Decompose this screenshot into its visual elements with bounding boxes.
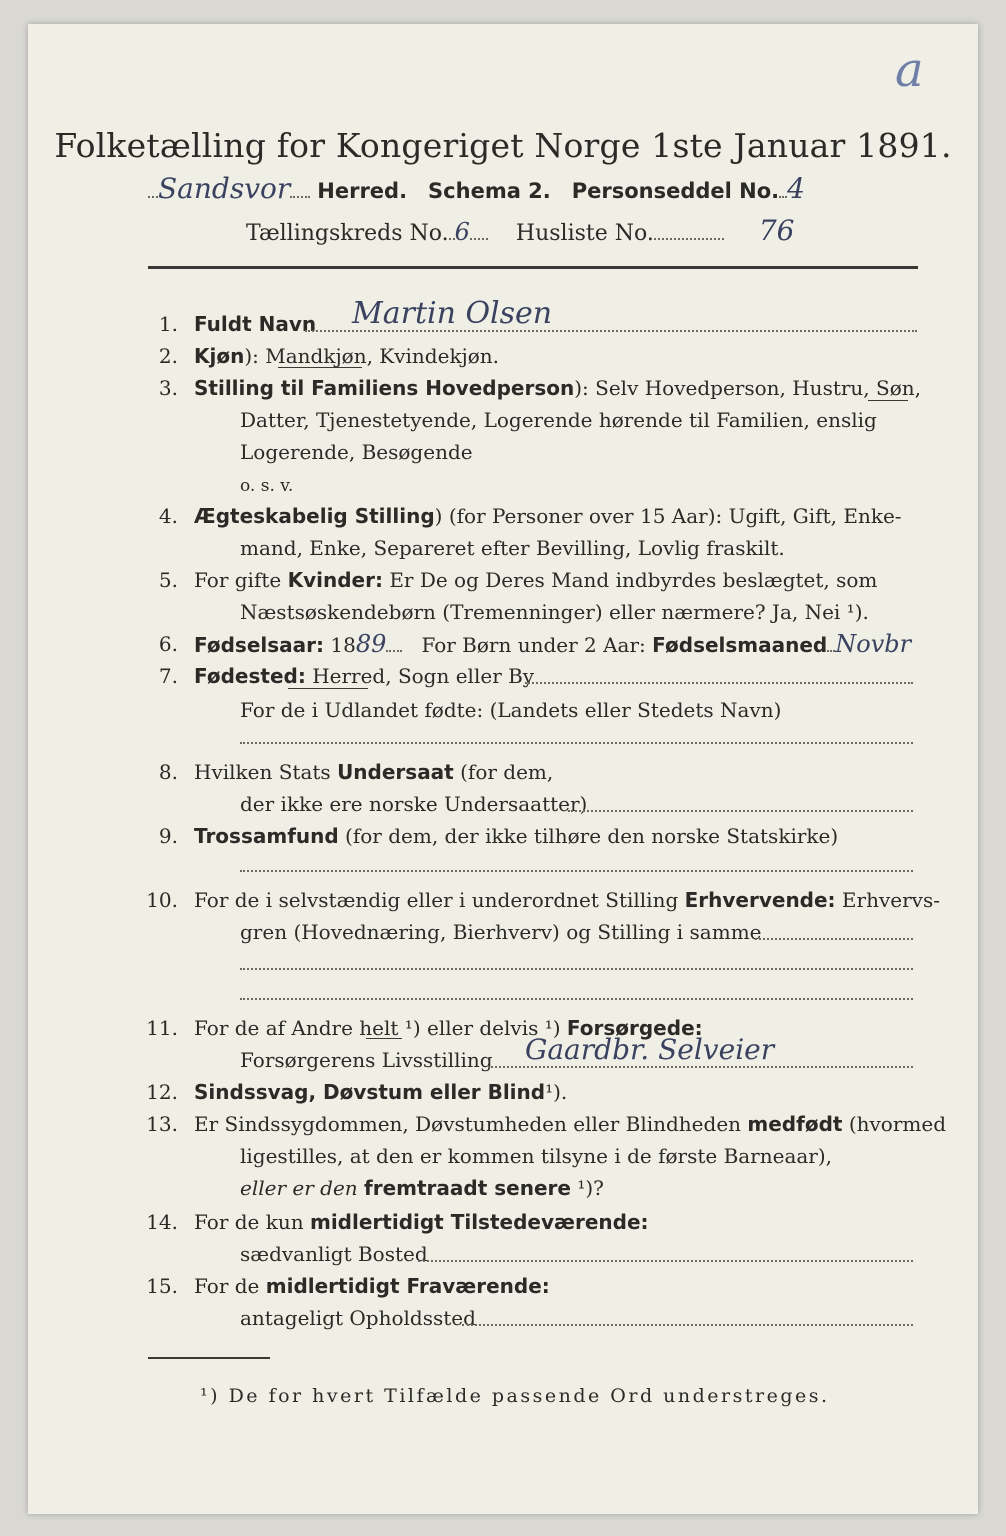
item-9-line — [240, 870, 913, 872]
item-7-label: Fødested: — [194, 664, 306, 688]
item-11-label: Forsørgede: — [566, 1016, 703, 1040]
item-11-pre: For de af Andre helt ¹) eller delvis ¹) — [194, 1016, 561, 1040]
item-3-line2: Datter, Tjenestetyende, Logerende hørende til Familien, enslig — [240, 408, 877, 432]
provider-occupation-value: Gaardbr. Selveier — [525, 1033, 775, 1066]
item-13-line3-rest: ¹)? — [577, 1176, 604, 1200]
item-1-number: 1. — [158, 312, 178, 336]
helt-underline — [366, 1038, 402, 1039]
item-5-number: 5. — [158, 568, 178, 592]
item-8-number: 8. — [158, 760, 178, 784]
item-13-pre: Er Sindssygdommen, Døvstumheden eller Blindheden — [194, 1112, 742, 1136]
herred-value: Sandsvor — [158, 172, 291, 205]
item-6-label: Fødselsaar: — [194, 633, 324, 657]
personseddel-label: Personseddel No. — [571, 179, 780, 203]
item-10-pre: For de i selvstændig eller i underordnet Stilling — [194, 888, 679, 912]
item-15-number: 15. — [146, 1274, 178, 1298]
item-13-line3-label: fremtraadt senere — [364, 1176, 571, 1200]
corner-mark: a — [895, 42, 924, 98]
birth-year-prefix: 18 — [330, 633, 356, 657]
item-6-number: 6. — [158, 632, 178, 656]
item-5-label: Kvinder: — [287, 568, 383, 592]
item-1-label: Fuldt Navn — [194, 312, 317, 336]
item-14-label: midlertidigt Tilstedeværende: — [309, 1210, 649, 1234]
form-title: Folketælling for Kongeriget Norge 1ste Januar 1891. — [54, 126, 952, 165]
header-kreds-row — [246, 214, 794, 247]
item-12-rest: ¹). — [545, 1080, 568, 1104]
item-2-options: ): Mandkjøn, Kvindekjøn. — [244, 344, 500, 368]
item-7-rest: Herred, Sogn eller By — [312, 664, 535, 688]
item-7-extra-line — [240, 742, 913, 744]
item-11-line2: Forsørgerens Livsstilling — [240, 1048, 493, 1072]
item-3-label: Stilling til Familiens Hovedperson — [194, 376, 575, 400]
item-8-label: Undersaat — [337, 760, 454, 784]
item-10-extra-line2 — [240, 998, 913, 1000]
item-5-pre: For gifte — [194, 568, 282, 592]
item-13-line3-pre: eller er den — [240, 1176, 358, 1200]
item-3-number: 3. — [158, 376, 178, 400]
item-8-pre: Hvilken Stats — [194, 760, 331, 784]
item-3-line3: Logerende, Besøgende — [240, 440, 473, 464]
header-herred-row — [148, 172, 805, 205]
item-4-label: Ægteskabelig Stilling — [194, 504, 435, 528]
item-7-line2: For de i Udlandet fødte: (Landets eller Stedets Navn) — [240, 698, 782, 722]
item-6-rest: For Børn under 2 Aar: — [421, 633, 646, 657]
item-3-options: ): Selv Hovedperson, Hustru, Søn, — [574, 376, 922, 400]
header-divider — [148, 266, 918, 269]
birth-year-value: 89 — [355, 630, 387, 658]
full-name-value: Martin Olsen — [352, 296, 553, 331]
item-8-line2: der ikke ere norske Undersaatter) — [240, 792, 588, 816]
item-9-rest: (for dem, der ikke tilhøre den norske Statskirke) — [345, 824, 839, 848]
personseddel-value: 4 — [787, 172, 805, 205]
item-7-line — [525, 682, 913, 684]
item-10-number: 10. — [146, 888, 178, 912]
item-10-extra-line1 — [240, 968, 913, 970]
husliste-label: Husliste No. — [515, 221, 654, 246]
item-15-pre: For de — [194, 1274, 260, 1298]
item-10-rest: Erhvervs- — [841, 888, 940, 912]
item-10-label: Erhvervende: — [684, 888, 836, 912]
item-15-line — [462, 1324, 913, 1326]
son-underline — [868, 400, 908, 401]
item-14-line2: sædvanligt Bosted — [240, 1242, 428, 1266]
schema-label: Schema 2. — [428, 179, 551, 203]
kreds-value: 6 — [454, 218, 470, 246]
herred-label: Herred. — [317, 179, 408, 203]
item-10-line — [755, 938, 913, 940]
item-2-number: 2. — [158, 344, 178, 368]
item-3-line4: o. s. v. — [240, 476, 294, 496]
item-15-line2: antageligt Opholdssted — [240, 1306, 476, 1330]
husliste-value: 76 — [758, 214, 795, 247]
footnote-rule — [148, 1357, 270, 1359]
item-8-line — [568, 810, 913, 812]
item-9-label: Trossamfund — [194, 824, 339, 848]
item-4-number: 4. — [158, 504, 178, 528]
item-4-line2: mand, Enke, Separeret efter Bevilling, Lovlig fraskilt. — [240, 536, 785, 560]
item-2-label: Kjøn — [194, 344, 245, 368]
item-11-number: 11. — [146, 1016, 178, 1040]
item-5-line2: Næstsøskendebørn (Tremenninger) eller nærmere? Ja, Nei ¹). — [240, 600, 869, 624]
item-5-rest: Er De og Deres Mand indbyrdes beslægtet, som — [389, 568, 878, 592]
item-15-label: midlertidigt Fraværende: — [265, 1274, 550, 1298]
item-13-label: medfødt — [747, 1112, 843, 1136]
item-7-number: 7. — [158, 664, 178, 688]
item-11-line — [488, 1066, 913, 1068]
item-8-rest: (for dem, — [460, 760, 554, 784]
item-14-line — [418, 1260, 913, 1262]
item-10-line2: gren (Hovednæring, Bierhverv) og Stilling i samme — [240, 920, 762, 944]
item-13-line2: ligestilles, at den er kommen tilsyne i de første Barneaar), — [240, 1144, 833, 1168]
herred-underline — [288, 688, 368, 689]
item-12-number: 12. — [146, 1080, 178, 1104]
item-6-label2: Fødselsmaaned — [652, 633, 828, 657]
item-4-options: ) (for Personer over 15 Aar): Ugift, Gift, Enke- — [434, 504, 902, 528]
item-14-pre: For de kun — [194, 1210, 304, 1234]
kreds-label: Tællingskreds No. — [246, 221, 449, 246]
item-14-number: 14. — [146, 1210, 178, 1234]
item-9-number: 9. — [158, 824, 178, 848]
footnote: ¹) De for hvert Tilfælde passende Ord understreges. — [200, 1385, 830, 1407]
full-name-line — [305, 330, 917, 332]
item-12-label: Sindssvag, Døvstum eller Blind — [194, 1080, 546, 1104]
item-13-rest: (hvormed — [848, 1112, 946, 1136]
birth-month-value: Novbr — [835, 630, 912, 658]
item-13-number: 13. — [146, 1112, 178, 1136]
mandkjon-underline — [278, 367, 362, 368]
